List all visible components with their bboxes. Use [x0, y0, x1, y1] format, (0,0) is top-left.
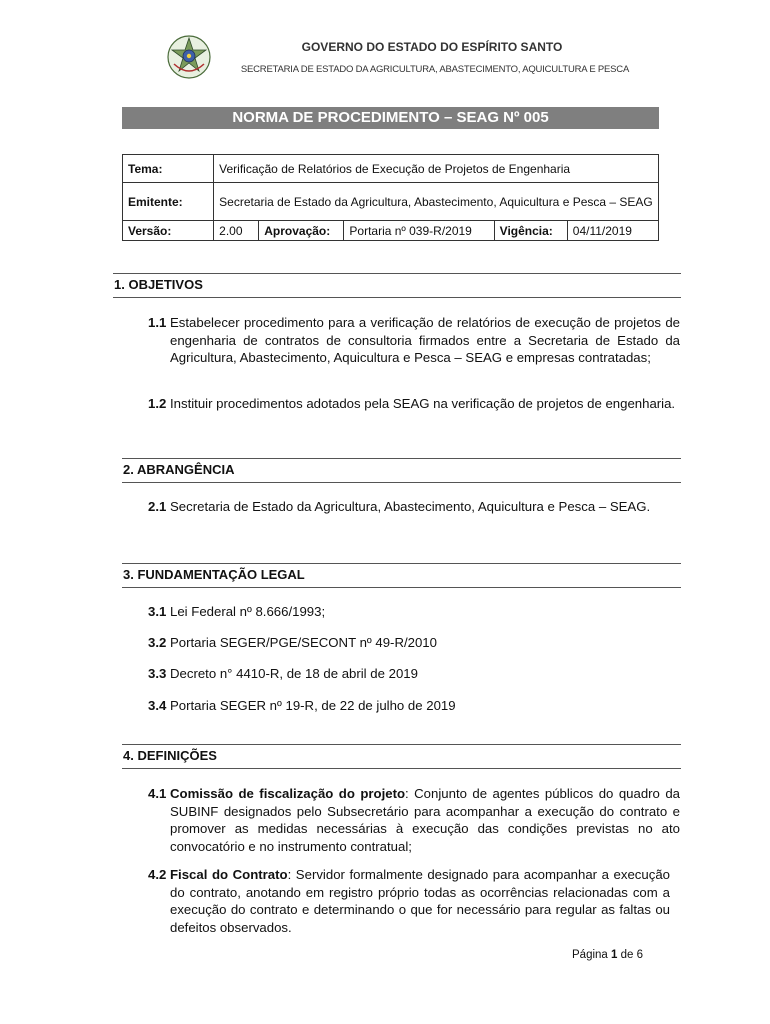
item-number: 4.1	[148, 786, 167, 801]
item-text: Decreto n° 4410-R, de 18 de abril de 2019	[170, 666, 418, 681]
section-heading-abrangencia: 2. ABRANGÊNCIA	[123, 462, 235, 477]
item-number: 3.2	[148, 635, 167, 650]
item-text: Secretaria de Estado da Agricultura, Abastecimento, Aquicultura e Pesca – SEAG.	[170, 499, 651, 514]
section-bottom-rule	[122, 482, 681, 483]
vigencia-value: 04/11/2019	[567, 221, 658, 241]
item-number: 1.2	[148, 396, 167, 411]
page-of: de	[620, 949, 634, 961]
item-text: Instituir procedimentos adotados pela SEAG na verificação de projetos de engenharia.	[170, 396, 676, 411]
item-number: 3.3	[148, 666, 167, 681]
tema-value: Verificação de Relatórios de Execução de Projetos de Engenharia	[214, 155, 659, 183]
item-number: 3.4	[148, 698, 167, 713]
vigencia-label: Vigência:	[494, 221, 567, 241]
page-total: 6	[636, 949, 644, 961]
list-item	[148, 665, 680, 683]
list-item	[148, 395, 680, 413]
section-bottom-rule	[113, 297, 681, 298]
definition-term: Fiscal do Contrato	[170, 867, 288, 882]
government-title: GOVERNO DO ESTADO DO ESPÍRITO SANTO	[301, 40, 563, 54]
section-top-rule	[122, 744, 681, 745]
tema-label: Tema:	[123, 155, 214, 183]
item-text: Estabelecer procedimento para a verificação de relatórios de execução de projetos de engenharia de contratos de consultoria firmados entre a Secretaria de Estado da Agricultura, Abastecimento, Aquicultura e Pesca – SEAG e empresas contratadas;	[170, 315, 680, 365]
definition-text: : Conjunto de agentes públicos do quadro da SUBINF designados pelo Subsecretário para acompanhar a execução do contrato e promover as medidas necessárias à execução das condições previstas no ato convocatório e no instrumento contratual;	[170, 786, 680, 854]
item-text	[170, 866, 670, 936]
list-item	[148, 634, 680, 652]
section-bottom-rule	[122, 587, 681, 588]
definition-term: Comissão de fiscalização do projeto	[170, 786, 406, 801]
list-item	[148, 314, 680, 367]
item-number: 1.1	[148, 315, 167, 330]
page-current: 1	[611, 949, 618, 961]
versao-value: 2.00	[214, 221, 259, 241]
list-item	[148, 785, 680, 855]
list-item	[148, 866, 680, 936]
item-text: Portaria SEGER nº 19-R, de 22 de julho de 2019	[170, 698, 456, 713]
item-number: 3.1	[148, 604, 167, 619]
section-heading-objetivos: 1. OBJETIVOS	[114, 277, 203, 292]
versao-label: Versão:	[123, 221, 214, 241]
info-table	[122, 154, 659, 241]
section-top-rule	[122, 563, 681, 564]
section-top-rule	[122, 458, 681, 459]
section-top-rule	[113, 273, 681, 274]
item-text: Portaria SEGER/PGE/SECONT nº 49-R/2010	[170, 635, 437, 650]
secretariat-subtitle: SECRETARIA DE ESTADO DA AGRICULTURA, ABASTECIMENTO, AQUICULTURA E PESCA	[240, 64, 630, 75]
aprovacao-value: Portaria nº 039-R/2019	[344, 221, 494, 241]
item-text	[170, 785, 680, 855]
item-number: 4.2	[148, 867, 167, 882]
section-heading-fundamentacao: 3. FUNDAMENTAÇÃO LEGAL	[123, 567, 305, 582]
emitente-label: Emitente:	[123, 183, 214, 221]
emitente-value: Secretaria de Estado da Agricultura, Abastecimento, Aquicultura e Pesca – SEAG	[214, 183, 659, 221]
aprovacao-label: Aprovação:	[259, 221, 344, 241]
page-label: Página	[572, 949, 608, 961]
item-number: 2.1	[148, 499, 167, 514]
document-title: NORMA DE PROCEDIMENTO – SEAG Nº 005	[122, 107, 659, 129]
page-number	[572, 949, 643, 961]
section-heading-definicoes: 4. DEFINIÇÕES	[123, 748, 217, 763]
definition-text: : Servidor formalmente designado para acompanhar a execução do contrato, anotando em registro próprio todas as ocorrências relacionadas com a execução do contrato e determinando o que for necessário para regular as faltas ou defeitos observados.	[170, 867, 670, 935]
list-item	[148, 498, 680, 516]
section-bottom-rule	[122, 768, 681, 769]
item-text: Lei Federal nº 8.666/1993;	[170, 604, 326, 619]
list-item	[148, 603, 680, 621]
list-item	[148, 697, 680, 715]
